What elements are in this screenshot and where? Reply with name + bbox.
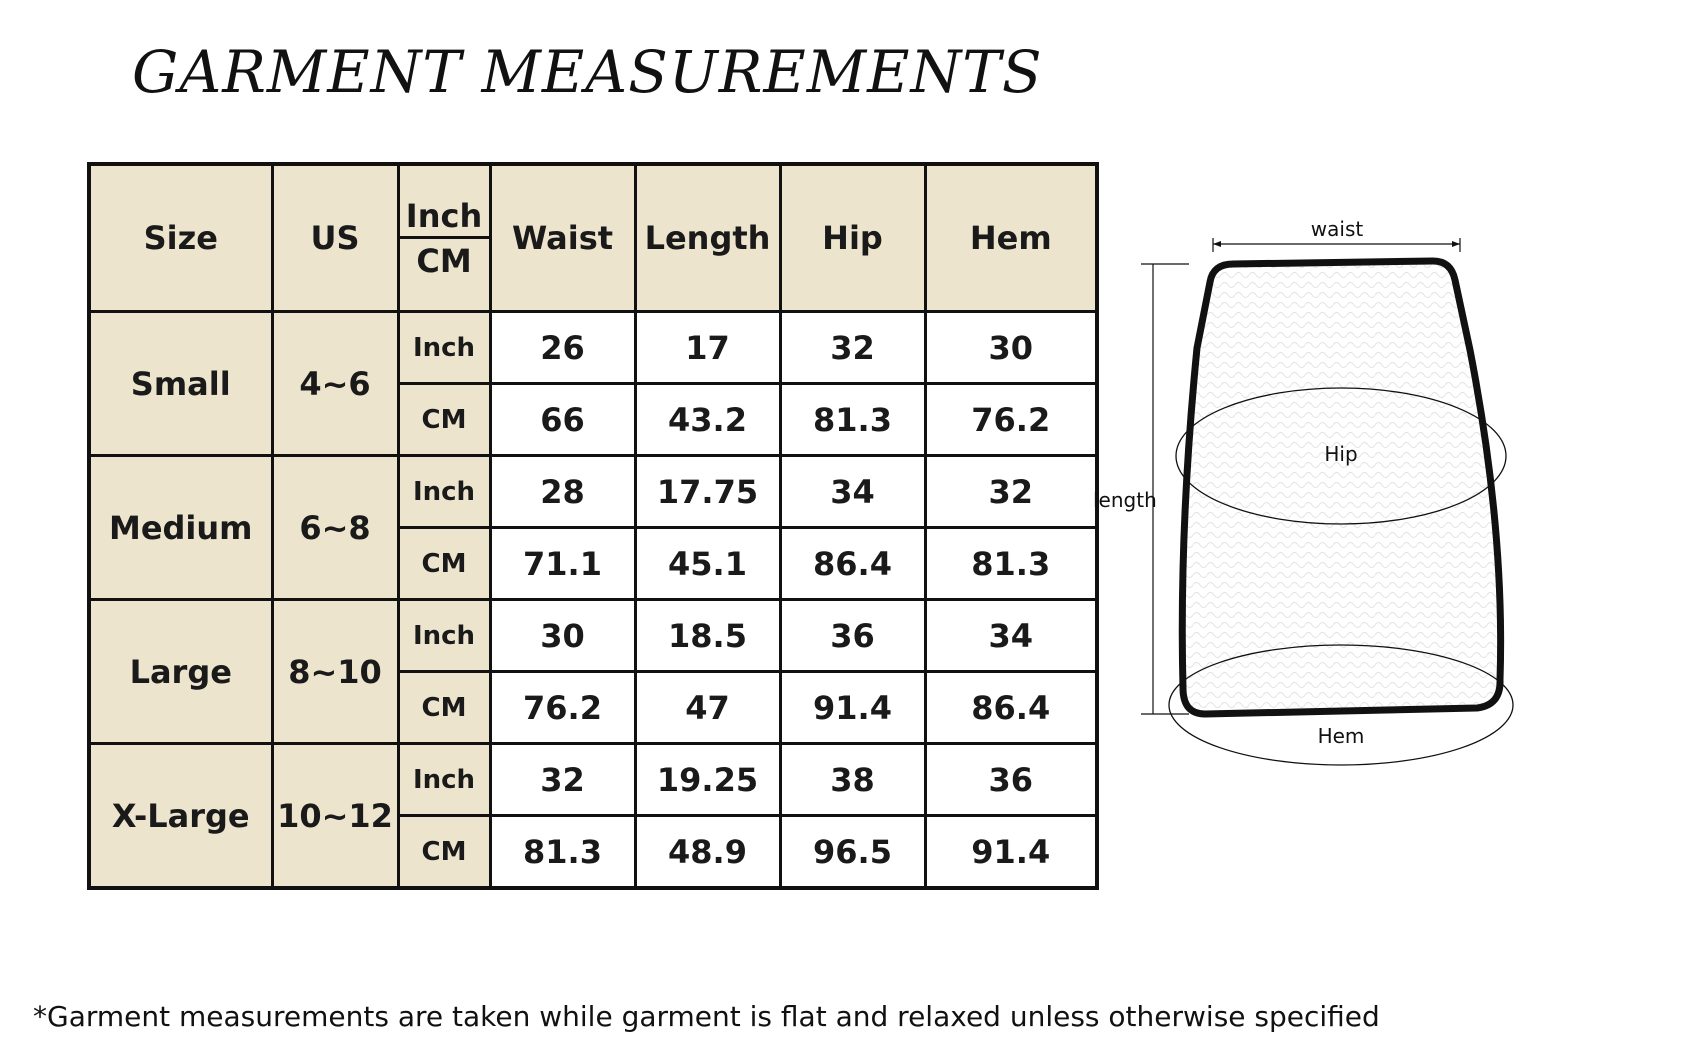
waist-cell: 71.1: [490, 528, 635, 600]
length-label: length: [1093, 488, 1157, 512]
table-row: [89, 456, 1097, 528]
length-cell: 45.1: [635, 528, 780, 600]
table-row: [89, 600, 1097, 672]
hip-cell: 86.4: [780, 528, 925, 600]
hip-cell: 34: [780, 456, 925, 528]
size-chart-table: [87, 162, 1099, 890]
hip-label: Hip: [1324, 442, 1358, 466]
header-unit-cm: CM: [416, 241, 472, 280]
hip-cell: 81.3: [780, 384, 925, 456]
footnote: *Garment measurements are taken while garment is flat and relaxed unless otherwise specified: [33, 1000, 1380, 1033]
header-unit-inch: Inch: [400, 200, 489, 239]
size-cell: Large: [89, 600, 272, 744]
waist-cell: 26: [490, 312, 635, 384]
length-cell: 17.75: [635, 456, 780, 528]
hip-cell: 96.5: [780, 816, 925, 889]
size-cell: Small: [89, 312, 272, 456]
waist-arrow-left: [1213, 241, 1221, 247]
hem-cell: 86.4: [925, 672, 1097, 744]
hem-cell: 34: [925, 600, 1097, 672]
hem-cell: 32: [925, 456, 1097, 528]
waist-cell: 81.3: [490, 816, 635, 889]
waist-label: waist: [1310, 217, 1364, 241]
waist-cell: 76.2: [490, 672, 635, 744]
waist-cell: 32: [490, 744, 635, 816]
unit-cell: Inch: [398, 744, 490, 816]
hem-cell: 36: [925, 744, 1097, 816]
length-cell: 18.5: [635, 600, 780, 672]
table-header-row: [89, 164, 1097, 312]
hem-cell: 81.3: [925, 528, 1097, 600]
header-hip: Hip: [780, 164, 925, 312]
unit-cell: CM: [398, 672, 490, 744]
unit-cell: Inch: [398, 600, 490, 672]
length-cell: 48.9: [635, 816, 780, 889]
waist-arrow-right: [1452, 241, 1460, 247]
waist-cell: 28: [490, 456, 635, 528]
hip-cell: 32: [780, 312, 925, 384]
us-size-cell: 6~8: [272, 456, 398, 600]
size-cell: Medium: [89, 456, 272, 600]
hem-cell: 91.4: [925, 816, 1097, 889]
hip-cell: 36: [780, 600, 925, 672]
us-size-cell: 8~10: [272, 600, 398, 744]
unit-cell: CM: [398, 816, 490, 889]
header-waist: Waist: [490, 164, 635, 312]
length-cell: 43.2: [635, 384, 780, 456]
header-us: US: [272, 164, 398, 312]
skirt-measurement-diagram: [1165, 217, 1645, 850]
hem-label: Hem: [1317, 724, 1365, 748]
header-unit: [398, 164, 490, 312]
unit-cell: CM: [398, 384, 490, 456]
waist-cell: 30: [490, 600, 635, 672]
header-length: Length: [635, 164, 780, 312]
unit-cell: CM: [398, 528, 490, 600]
page-title: GARMENT MEASUREMENTS: [132, 38, 1043, 106]
hem-cell: 30: [925, 312, 1097, 384]
size-cell: X-Large: [89, 744, 272, 889]
us-size-cell: 10~12: [272, 744, 398, 889]
header-size: Size: [89, 164, 272, 312]
hip-cell: 91.4: [780, 672, 925, 744]
header-hem: Hem: [925, 164, 1097, 312]
length-cell: 19.25: [635, 744, 780, 816]
hip-cell: 38: [780, 744, 925, 816]
table-row: [89, 312, 1097, 384]
unit-cell: Inch: [398, 456, 490, 528]
hem-cell: 76.2: [925, 384, 1097, 456]
length-cell: 47: [635, 672, 780, 744]
unit-cell: Inch: [398, 312, 490, 384]
table-row: [89, 744, 1097, 816]
skirt-outline: [1182, 261, 1500, 714]
length-cell: 17: [635, 312, 780, 384]
waist-cell: 66: [490, 384, 635, 456]
us-size-cell: 4~6: [272, 312, 398, 456]
